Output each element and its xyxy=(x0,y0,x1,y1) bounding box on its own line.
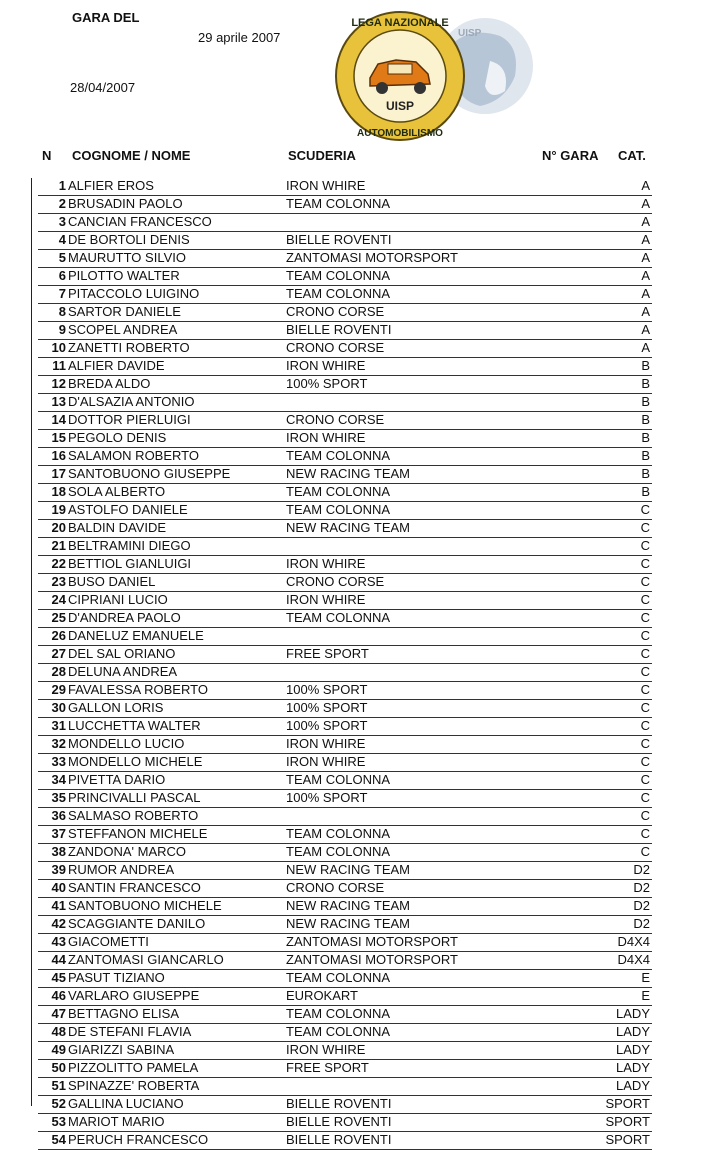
row-number: 25 xyxy=(51,610,66,625)
table-row xyxy=(38,736,652,754)
row-team: NEW RACING TEAM xyxy=(286,916,410,931)
row-category: B xyxy=(641,448,650,463)
row-team: CRONO CORSE xyxy=(286,304,385,319)
row-number: 8 xyxy=(58,304,66,319)
row-team: IRON WHIRE xyxy=(286,556,366,571)
row-number: 11 xyxy=(52,358,66,373)
row-category: LADY xyxy=(616,1078,650,1093)
table-row xyxy=(38,610,652,628)
table-row xyxy=(38,322,652,340)
row-name: GALLINA LUCIANO xyxy=(68,1096,184,1111)
row-team: IRON WHIRE xyxy=(286,358,366,373)
row-category: C xyxy=(640,844,650,859)
row-category: LADY xyxy=(616,1042,650,1057)
row-category: LADY xyxy=(616,1024,650,1039)
table-row xyxy=(38,790,652,808)
row-name: DE BORTOLI DENIS xyxy=(68,232,190,247)
table-row xyxy=(38,700,652,718)
table-row xyxy=(38,232,652,250)
row-team: ZANTOMASI MOTORSPORT xyxy=(286,250,458,265)
row-number: 46 xyxy=(51,988,66,1003)
row-category: SPORT xyxy=(605,1096,650,1111)
row-team: 100% SPORT xyxy=(286,718,368,733)
table-row xyxy=(38,898,652,916)
row-team: BIELLE ROVENTI xyxy=(286,1096,392,1111)
row-name: BETTAGNO ELISA xyxy=(68,1006,180,1021)
row-category: A xyxy=(641,340,650,355)
row-team: TEAM COLONNA xyxy=(286,286,391,301)
row-team: CRONO CORSE xyxy=(286,340,385,355)
row-name: GIACOMETTI xyxy=(68,934,149,949)
row-category: E xyxy=(641,988,650,1003)
logo-top-text: LEGA NAZIONALE xyxy=(351,17,449,29)
row-team: TEAM COLONNA xyxy=(286,826,391,841)
row-number: 42 xyxy=(51,916,66,931)
row-name: PEGOLO DENIS xyxy=(68,430,167,445)
row-category: D2 xyxy=(633,880,650,895)
row-category: E xyxy=(641,970,650,985)
row-number: 15 xyxy=(51,430,66,445)
table-row xyxy=(38,772,652,790)
row-team: NEW RACING TEAM xyxy=(286,862,410,877)
row-team: BIELLE ROVENTI xyxy=(286,1114,392,1129)
row-team: TEAM COLONNA xyxy=(286,196,391,211)
row-number: 1 xyxy=(58,178,66,193)
table-row xyxy=(38,682,652,700)
table-row xyxy=(38,916,652,934)
table-row xyxy=(38,1096,652,1114)
row-name: GALLON LORIS xyxy=(68,700,164,715)
row-number: 29 xyxy=(51,682,66,697)
row-team: EUROKART xyxy=(286,988,358,1003)
row-category: A xyxy=(641,322,650,337)
row-number: 16 xyxy=(51,448,66,463)
row-name: BALDIN DAVIDE xyxy=(68,520,167,535)
table-row xyxy=(38,556,652,574)
row-name: PITACCOLO LUIGINO xyxy=(68,286,200,301)
row-name: SALAMON ROBERTO xyxy=(68,448,199,463)
row-name: CANCIAN FRANCESCO xyxy=(68,214,212,229)
row-team: CRONO CORSE xyxy=(286,574,385,589)
row-team: TEAM COLONNA xyxy=(286,484,391,499)
row-number: 6 xyxy=(58,268,66,283)
row-team: BIELLE ROVENTI xyxy=(286,232,392,247)
row-category: A xyxy=(641,232,650,247)
row-team: NEW RACING TEAM xyxy=(286,520,410,535)
table-row xyxy=(38,196,652,214)
row-number: 33 xyxy=(51,754,66,769)
document-title: GARA DEL xyxy=(72,10,140,25)
row-name: SCAGGIANTE DANILO xyxy=(68,916,206,931)
column-header-race-number: N° GARA xyxy=(542,148,599,163)
race-date: 29 aprile 2007 xyxy=(198,30,281,45)
column-header-category: CAT. xyxy=(618,148,646,163)
table-row xyxy=(38,880,652,898)
row-number: 36 xyxy=(51,808,66,823)
table-row xyxy=(38,1078,652,1096)
table-divider xyxy=(31,178,32,1106)
lega-nazionale-uisp-logo xyxy=(330,6,470,146)
row-number: 22 xyxy=(51,556,66,571)
row-category: A xyxy=(641,286,650,301)
row-number: 3 xyxy=(58,214,66,229)
row-team: TEAM COLONNA xyxy=(286,1006,391,1021)
row-category: B xyxy=(641,376,650,391)
row-number: 41 xyxy=(51,898,66,913)
row-name: DOTTOR PIERLUIGI xyxy=(68,412,191,427)
table-row xyxy=(38,178,652,196)
table-row xyxy=(38,214,652,232)
row-category: A xyxy=(641,250,650,265)
row-number: 27 xyxy=(51,646,66,661)
row-number: 51 xyxy=(51,1078,66,1093)
logo-bottom-text: AUTOMOBILISMO xyxy=(357,128,443,139)
row-name: STEFFANON MICHELE xyxy=(68,826,208,841)
row-team: IRON WHIRE xyxy=(286,178,366,193)
row-name: BUSO DANIEL xyxy=(68,574,156,589)
row-name: MARIOT MARIO xyxy=(68,1114,165,1129)
row-name: DELUNA ANDREA xyxy=(68,664,178,679)
row-number: 47 xyxy=(51,1006,66,1021)
table-row xyxy=(38,268,652,286)
row-number: 2 xyxy=(58,196,66,211)
row-number: 9 xyxy=(58,322,66,337)
row-number: 37 xyxy=(51,826,66,841)
row-category: B xyxy=(641,358,650,373)
table-row xyxy=(38,412,652,430)
table-row xyxy=(38,970,652,988)
row-category: C xyxy=(640,682,650,697)
row-category: D4X4 xyxy=(617,952,650,967)
table-row xyxy=(38,1114,652,1132)
row-category: A xyxy=(641,178,650,193)
row-category: B xyxy=(641,412,650,427)
row-name: DANELUZ EMANUELE xyxy=(68,628,204,643)
row-category: C xyxy=(640,700,650,715)
row-name: RUMOR ANDREA xyxy=(68,862,175,877)
table-row xyxy=(38,952,652,970)
row-number: 26 xyxy=(51,628,66,643)
row-team: IRON WHIRE xyxy=(286,754,366,769)
row-number: 49 xyxy=(51,1042,66,1057)
row-team: TEAM COLONNA xyxy=(286,610,391,625)
column-header-name: COGNOME / NOME xyxy=(72,148,191,163)
table-row xyxy=(38,1006,652,1024)
row-team: FREE SPORT xyxy=(286,1060,369,1075)
row-number: 38 xyxy=(51,844,66,859)
row-category: C xyxy=(640,790,650,805)
row-category: C xyxy=(640,556,650,571)
row-number: 10 xyxy=(51,340,66,355)
row-team: TEAM COLONNA xyxy=(286,1024,391,1039)
row-team: 100% SPORT xyxy=(286,682,368,697)
row-number: 20 xyxy=(51,520,66,535)
row-category: B xyxy=(641,430,650,445)
row-name: D'ALSAZIA ANTONIO xyxy=(68,394,195,409)
print-date: 28/04/2007 xyxy=(70,80,136,95)
row-category: A xyxy=(641,214,650,229)
row-name: CIPRIANI LUCIO xyxy=(68,592,168,607)
row-category: A xyxy=(641,268,650,283)
table-row xyxy=(38,844,652,862)
row-number: 48 xyxy=(51,1024,66,1039)
table-row xyxy=(38,1042,652,1060)
row-team: TEAM COLONNA xyxy=(286,268,391,283)
logo-center-text: UISP xyxy=(385,99,415,113)
row-number: 14 xyxy=(51,412,66,427)
table-row xyxy=(38,574,652,592)
row-number: 50 xyxy=(51,1060,66,1075)
row-team: CRONO CORSE xyxy=(286,412,385,427)
row-name: MONDELLO LUCIO xyxy=(68,736,185,751)
row-team: NEW RACING TEAM xyxy=(286,466,410,481)
row-name: SCOPEL ANDREA xyxy=(68,322,178,337)
row-team: IRON WHIRE xyxy=(286,1042,366,1057)
row-name: ALFIER DAVIDE xyxy=(68,358,165,373)
row-name: SPINAZZE' ROBERTA xyxy=(68,1078,200,1093)
row-category: C xyxy=(640,754,650,769)
row-category: C xyxy=(640,736,650,751)
row-number: 34 xyxy=(51,772,66,787)
table-row xyxy=(38,808,652,826)
row-team: CRONO CORSE xyxy=(286,880,385,895)
row-number: 30 xyxy=(51,700,66,715)
row-category: C xyxy=(640,646,650,661)
row-name: ZANETTI ROBERTO xyxy=(68,340,190,355)
table-row xyxy=(38,664,652,682)
row-number: 53 xyxy=(51,1114,66,1129)
table-row xyxy=(38,466,652,484)
row-number: 44 xyxy=(51,952,66,967)
table-row xyxy=(38,628,652,646)
row-category: A xyxy=(641,304,650,319)
table-row xyxy=(38,988,652,1006)
row-category: C xyxy=(640,718,650,733)
globe-text: UISP xyxy=(458,28,482,39)
table-row xyxy=(38,718,652,736)
row-team: IRON WHIRE xyxy=(286,736,366,751)
row-team: IRON WHIRE xyxy=(286,430,366,445)
row-number: 7 xyxy=(58,286,66,301)
row-team: NEW RACING TEAM xyxy=(286,898,410,913)
row-name: PASUT TIZIANO xyxy=(68,970,165,985)
column-header-n: N xyxy=(42,148,52,163)
row-category: LADY xyxy=(616,1006,650,1021)
row-name: LUCCHETTA WALTER xyxy=(68,718,201,733)
row-category: C xyxy=(640,502,650,517)
row-category: C xyxy=(640,592,650,607)
row-category: A xyxy=(641,196,650,211)
row-number: 17 xyxy=(51,466,66,481)
row-number: 32 xyxy=(51,736,66,751)
row-number: 39 xyxy=(51,862,66,877)
row-name: SOLA ALBERTO xyxy=(68,484,166,499)
row-number: 43 xyxy=(51,934,66,949)
row-name: SALMASO ROBERTO xyxy=(68,808,199,823)
row-category: D2 xyxy=(633,898,650,913)
row-name: MONDELLO MICHELE xyxy=(68,754,203,769)
row-number: 31 xyxy=(51,718,66,733)
row-name: SARTOR DANIELE xyxy=(68,304,181,319)
row-category: B xyxy=(641,466,650,481)
table-row xyxy=(38,1132,652,1150)
row-number: 28 xyxy=(51,664,66,679)
row-category: SPORT xyxy=(605,1114,650,1129)
row-category: C xyxy=(640,826,650,841)
row-name: DEL SAL ORIANO xyxy=(68,646,176,661)
row-number: 13 xyxy=(51,394,66,409)
row-number: 19 xyxy=(51,502,66,517)
row-team: 100% SPORT xyxy=(286,790,368,805)
table-row xyxy=(38,304,652,322)
table-row xyxy=(38,286,652,304)
row-number: 23 xyxy=(51,574,66,589)
table-row xyxy=(38,754,652,772)
row-category: C xyxy=(640,574,650,589)
table-row xyxy=(38,430,652,448)
table-row xyxy=(38,826,652,844)
row-category: C xyxy=(640,808,650,823)
row-number: 52 xyxy=(51,1096,66,1111)
table-row xyxy=(38,340,652,358)
row-name: DE STEFANI FLAVIA xyxy=(68,1024,192,1039)
row-category: B xyxy=(641,394,650,409)
row-team: IRON WHIRE xyxy=(286,592,366,607)
row-category: C xyxy=(640,772,650,787)
row-number: 54 xyxy=(51,1132,66,1147)
table-row xyxy=(38,646,652,664)
row-name: BREDA ALDO xyxy=(68,376,151,391)
row-name: SANTIN FRANCESCO xyxy=(68,880,201,895)
table-row xyxy=(38,448,652,466)
row-category: C xyxy=(640,664,650,679)
row-name: SANTOBUONO MICHELE xyxy=(68,898,222,913)
row-number: 40 xyxy=(51,880,66,895)
row-name: SANTOBUONO GIUSEPPE xyxy=(68,466,231,481)
table-row xyxy=(38,358,652,376)
row-name: MAURUTTO SILVIO xyxy=(68,250,186,265)
table-row xyxy=(38,484,652,502)
row-name: PERUCH FRANCESCO xyxy=(68,1132,209,1147)
row-name: PIVETTA DARIO xyxy=(68,772,166,787)
table-row xyxy=(38,520,652,538)
row-name: D'ANDREA PAOLO xyxy=(68,610,181,625)
row-number: 18 xyxy=(51,484,66,499)
table-row xyxy=(38,394,652,412)
row-name: PRINCIVALLI PASCAL xyxy=(68,790,201,805)
row-category: LADY xyxy=(616,1060,650,1075)
table-row xyxy=(38,538,652,556)
row-number: 5 xyxy=(58,250,66,265)
column-header-team: SCUDERIA xyxy=(288,148,356,163)
row-team: TEAM COLONNA xyxy=(286,448,391,463)
table-row xyxy=(38,1024,652,1042)
row-team: FREE SPORT xyxy=(286,646,369,661)
row-name: BELTRAMINI DIEGO xyxy=(68,538,191,553)
row-category: C xyxy=(640,610,650,625)
row-number: 4 xyxy=(58,232,66,247)
row-number: 35 xyxy=(51,790,66,805)
row-team: 100% SPORT xyxy=(286,700,368,715)
table-row xyxy=(38,1060,652,1078)
row-team: ZANTOMASI MOTORSPORT xyxy=(286,952,458,967)
row-name: VARLARO GIUSEPPE xyxy=(68,988,200,1003)
row-name: PILOTTO WALTER xyxy=(68,268,180,283)
row-name: BRUSADIN PAOLO xyxy=(68,196,183,211)
table-row xyxy=(38,934,652,952)
row-category: C xyxy=(640,520,650,535)
row-name: ASTOLFO DANIELE xyxy=(68,502,188,517)
table-row xyxy=(38,250,652,268)
row-team: TEAM COLONNA xyxy=(286,772,391,787)
row-name: FAVALESSA ROBERTO xyxy=(68,682,208,697)
table-row xyxy=(38,502,652,520)
row-category: D2 xyxy=(633,862,650,877)
row-team: 100% SPORT xyxy=(286,376,368,391)
row-team: ZANTOMASI MOTORSPORT xyxy=(286,934,458,949)
row-team: TEAM COLONNA xyxy=(286,970,391,985)
row-category: D2 xyxy=(633,916,650,931)
row-name: ZANTOMASI GIANCARLO xyxy=(68,952,224,967)
row-category: C xyxy=(640,628,650,643)
row-team: BIELLE ROVENTI xyxy=(286,1132,392,1147)
row-number: 12 xyxy=(51,376,66,391)
row-name: GIARIZZI SABINA xyxy=(68,1042,175,1057)
table-row xyxy=(38,592,652,610)
row-category: SPORT xyxy=(605,1132,650,1147)
row-number: 45 xyxy=(51,970,66,985)
row-team: TEAM COLONNA xyxy=(286,502,391,517)
row-team: TEAM COLONNA xyxy=(286,844,391,859)
table-row xyxy=(38,862,652,880)
row-name: PIZZOLITTO PAMELA xyxy=(68,1060,199,1075)
table-row xyxy=(38,376,652,394)
row-name: ZANDONA' MARCO xyxy=(68,844,187,859)
row-category: D4X4 xyxy=(617,934,650,949)
row-number: 21 xyxy=(51,538,66,553)
row-name: ALFIER EROS xyxy=(68,178,154,193)
row-number: 24 xyxy=(51,592,66,607)
row-category: C xyxy=(640,538,650,553)
row-category: B xyxy=(641,484,650,499)
entry-table xyxy=(38,178,652,1150)
row-name: BETTIOL GIANLUIGI xyxy=(68,556,192,571)
row-team: BIELLE ROVENTI xyxy=(286,322,392,337)
